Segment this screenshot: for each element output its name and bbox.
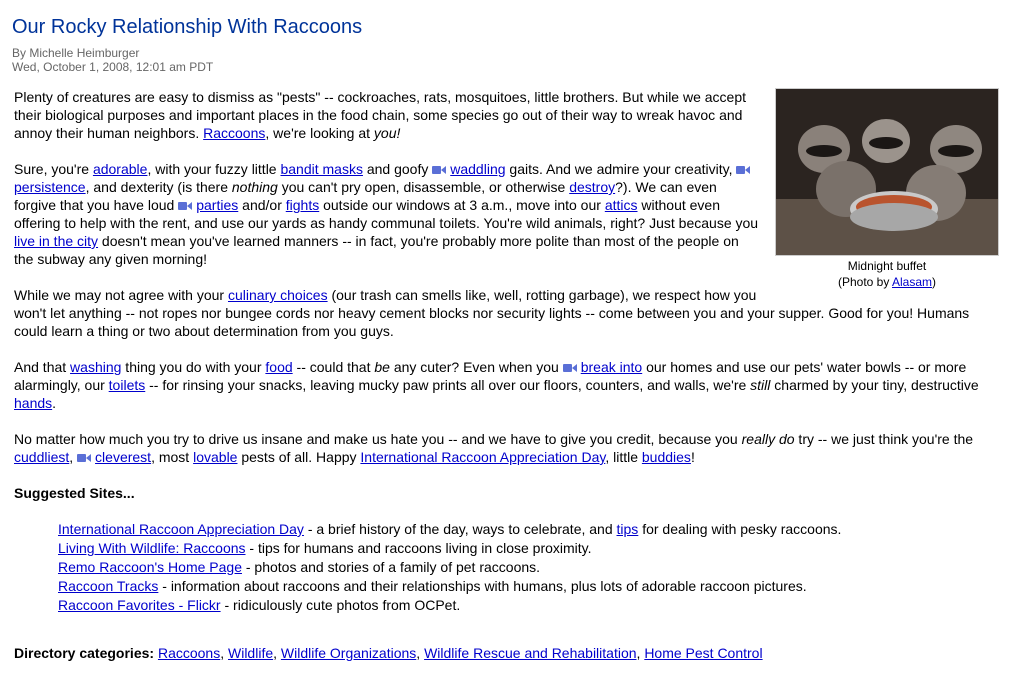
article-body (14, 88, 999, 615)
paragraph-2: Sure, you're adorable, with your fuzzy little bandit masks and goofy waddling gaits. And we admire your creativity, persistence, and dexterity (is there nothing you can't pry open, disassemble, or otherwise destroy?). We can even forgive that you have loud parties and/or fights outside our windows at 3 a.m., move into our attics without even offering to help with the rent, and use our yards as handy communal toilets. You're wild animals, right? Just because you live in the city doesn't mean you've learned manners -- in fact, you're probably more polite than most of the people on the subway any given morning! (14, 161, 759, 267)
author: By Michelle Heimburger (12, 46, 140, 60)
site-link[interactable]: Living With Wildlife: Raccoons (58, 540, 246, 556)
suggested-sites-list (58, 520, 999, 615)
video-camera-icon (563, 363, 577, 373)
caption-credit: (Photo by Alasam) (837, 275, 937, 289)
site-link[interactable]: International Raccoon Appreciation Day (58, 521, 304, 537)
raccoons-link[interactable]: Raccoons (203, 125, 266, 141)
photo-figure (775, 88, 999, 290)
article-title: Our Rocky Relationship With Raccoons (12, 16, 363, 38)
culinary-choices-link[interactable]: culinary choices (227, 287, 328, 303)
parties-link[interactable]: parties (196, 197, 239, 213)
caption-title: Midnight buffet (847, 259, 927, 273)
raccoon-appreciation-day-link[interactable]: International Raccoon Appreciation Day (360, 449, 606, 465)
waddling-link[interactable]: waddling (450, 161, 506, 177)
video-camera-icon (432, 165, 446, 175)
cleverest-link[interactable]: cleverest (95, 449, 152, 465)
category-link[interactable]: Wildlife (228, 645, 274, 661)
byline (12, 46, 213, 74)
break-into-link[interactable]: break into (580, 359, 643, 375)
paragraph-5: No matter how much you try to drive us insane and make us hate you -- and we have to give you credit, because you really do try -- we just think you're the cuddliest, cleverest, most lovable pests of all. Happy International Raccoon Appreciation Day, little buddies! (14, 431, 974, 465)
directory-categories: Directory categories: Raccoons, Wildlife, Wildlife Organizations, Wildlife Rescue and Rehabilitation, Home Pest Control (14, 645, 763, 661)
photo-caption (775, 258, 999, 290)
video-camera-icon (736, 165, 750, 175)
video-camera-icon (178, 201, 192, 211)
list-item: Remo Raccoon's Home Page - photos and stories of a family of pet raccoons. (58, 559, 541, 575)
directory-label: Directory categories: (14, 645, 155, 661)
attics-link[interactable]: attics (604, 197, 638, 213)
paragraph-4: And that washing thing you do with your food -- could that be any cuter? Even when you break into our homes and use our pets' water bowls -- or more alarmingly, our toilets -- for rinsing your snacks, leaving mucky paw prints all over our floors, counters, and walls, we're still charmed by your tiny, destructive hands. (14, 359, 979, 411)
publish-date: Wed, October 1, 2008, 12:01 am PDT (12, 60, 214, 74)
food-link[interactable]: food (265, 359, 293, 375)
paragraph-3: While we may not agree with your culinary choices (our trash can smells like, well, rotting garbage), we respect how you won't let anything -- not ropes nor bungee cords nor heavy cement blocks nor security lights -- come between you and your supper. Good for you! Humans could learn a thing or two about determination from you guys. (14, 287, 970, 339)
list-item: International Raccoon Appreciation Day - a brief history of the day, ways to celebrate, and tips for dealing with pesky raccoons. (58, 521, 842, 537)
lovable-link[interactable]: lovable (193, 449, 238, 465)
adorable-link[interactable]: adorable (92, 161, 148, 177)
destroy-link[interactable]: destroy (569, 179, 616, 195)
list-item: Living With Wildlife: Raccoons - tips for humans and raccoons living in close proximity. (58, 540, 592, 556)
cuddliest-link[interactable]: cuddliest (14, 449, 70, 465)
persistence-link[interactable]: persistence (14, 179, 86, 195)
category-link[interactable]: Wildlife Rescue and Rehabilitation (424, 645, 637, 661)
site-link[interactable]: Raccoon Favorites - Flickr (58, 597, 221, 613)
site-link[interactable]: Raccoon Tracks (58, 578, 159, 594)
category-link[interactable]: Raccoons (157, 645, 221, 661)
live-in-the-city-link[interactable]: live in the city (14, 233, 99, 249)
category-link[interactable]: Wildlife Organizations (280, 645, 417, 661)
toilets-link[interactable]: toilets (108, 377, 146, 393)
category-link[interactable]: Home Pest Control (644, 645, 763, 661)
photo-credit-link[interactable]: Alasam (892, 275, 933, 289)
raccoons-photo (775, 88, 999, 256)
list-item: Raccoon Favorites - Flickr - ridiculously cute photos from OCPet. (58, 597, 461, 613)
suggested-sites-heading: Suggested Sites... (14, 485, 135, 501)
bandit-masks-link[interactable]: bandit masks (280, 161, 363, 177)
hands-link[interactable]: hands (14, 395, 53, 411)
list-item: Raccoon Tracks - information about raccoons and their relationships with humans, plus lots of adorable raccoon pictures. (58, 578, 807, 594)
tips-link[interactable]: tips (616, 521, 639, 537)
buddies-link[interactable]: buddies (641, 449, 691, 465)
paragraph-1: Plenty of creatures are easy to dismiss as "pests" -- cockroaches, rats, mosquitoes, little brothers. But while we accept their biological purposes and important places in the food chain, some species go out of their way to wreak havoc and annoy their human neighbors. Raccoons, we're looking at you! (14, 89, 747, 141)
site-link[interactable]: Remo Raccoon's Home Page (58, 559, 242, 575)
video-camera-icon (77, 453, 91, 463)
fights-link[interactable]: fights (285, 197, 320, 213)
washing-link[interactable]: washing (70, 359, 122, 375)
